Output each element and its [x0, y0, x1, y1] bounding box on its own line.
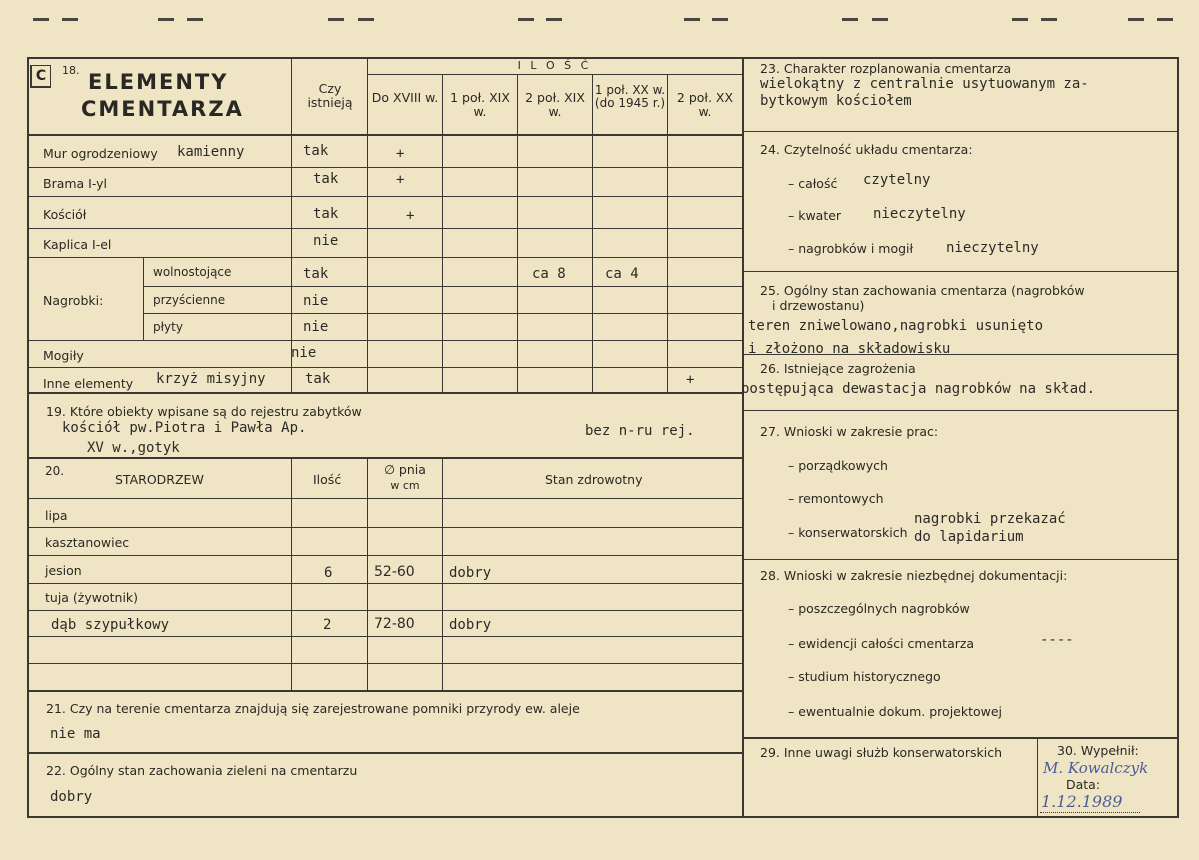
sec27-value-line2: do lapidarium — [914, 529, 1024, 545]
sec29-label: 29. Inne uwagi służb konserwatorskich — [760, 745, 1002, 760]
sec22-label: 22. Ogólny stan zachowania zieleni na cmentarzu — [46, 763, 358, 778]
sec24-value: nieczytelny — [873, 206, 966, 222]
col-pnia-unit: w cm — [390, 479, 420, 492]
sec19-label: 19. Które obiekty wpisane są do rejestru zabytków — [46, 404, 362, 419]
row-extra: kamienny — [177, 144, 245, 160]
period-header: 2 poł. XX w. — [676, 90, 734, 119]
sec18-number: 18. — [62, 64, 80, 77]
tree-stan: dobry — [449, 565, 492, 581]
sec18-title-line2: CMENTARZA — [81, 97, 244, 121]
row-label: Mogiły — [43, 348, 84, 363]
top-mark — [358, 18, 374, 21]
top-mark — [842, 18, 858, 21]
ilosc-header: I L O Ś Ć — [517, 59, 592, 72]
sec28-item: – ewidencji całości cmentarza — [788, 636, 975, 651]
sec20-title: STARODRZEW — [115, 472, 204, 487]
row-extra: krzyż misyjny — [156, 371, 266, 387]
sec25-label: 25. Ogólny stan zachowania cmentarza (nagrobków — [760, 283, 1085, 298]
row-label: Mur ogrodzeniowy — [43, 146, 158, 161]
row-label: przyścienne — [153, 293, 226, 307]
czy-value: nie — [313, 233, 339, 249]
sec25-line1: teren zniwelowano,nagrobki usunięto — [748, 318, 1044, 334]
period-header: Do XVIII w. — [371, 90, 439, 105]
period-value: + — [406, 208, 415, 224]
czy-value: nie — [303, 319, 329, 335]
row-label: Kaplica I-el — [43, 237, 112, 252]
top-mark — [328, 18, 344, 21]
tree-name: kasztanowiec — [45, 535, 130, 550]
sec27-item: – konserwatorskich — [788, 525, 908, 540]
top-mark — [684, 18, 700, 21]
top-mark — [1041, 18, 1057, 21]
czy-value: tak — [303, 143, 329, 159]
sec22-value: dobry — [50, 789, 93, 805]
tree-name: lipa — [45, 508, 68, 523]
top-mark — [712, 18, 728, 21]
sec28-label: 28. Wnioski w zakresie niezbędnej dokumentacji: — [760, 568, 1068, 583]
sec26-label: 26. Istniejące zagrożenia — [760, 361, 916, 376]
sec28-value: ---- — [1040, 632, 1074, 648]
date-value: 1.12.1989 — [1041, 792, 1123, 811]
date-dotted-line — [1040, 812, 1140, 813]
sec27-label: 27. Wnioski w zakresie prac: — [760, 424, 939, 439]
sec24-item: – kwater — [788, 208, 842, 223]
sec23-label: 23. Charakter rozplanowania cmentarza — [760, 61, 1012, 76]
row-label: Kościół — [43, 207, 87, 222]
row-label: płyty — [153, 320, 183, 334]
sec24-label: 24. Czytelność układu cmentarza: — [760, 142, 973, 157]
top-mark — [158, 18, 174, 21]
top-mark — [1012, 18, 1028, 21]
sec20-number: 20. — [45, 464, 65, 478]
row-label: Inne elementy — [43, 376, 134, 391]
sec19-line1: kościół pw.Piotra i Pawła Ap. — [62, 420, 307, 436]
top-mark — [546, 18, 562, 21]
czy-value: tak — [313, 171, 339, 187]
sec24-value: nieczytelny — [946, 240, 1039, 256]
sec28-item: – ewentualnie dokum. projektowej — [788, 704, 1003, 719]
row-label: Brama I-yl — [43, 176, 108, 191]
signature: M. Kowalczyk — [1043, 759, 1149, 777]
sec25-label-cont: i drzewostanu) — [772, 298, 865, 313]
sec25-line2: i złożono na składowisku — [748, 341, 951, 357]
top-mark — [518, 18, 534, 21]
col-ilosc: Ilość — [313, 472, 342, 487]
period-value: ca 8 — [532, 266, 566, 282]
tree-name: jesion — [45, 563, 82, 578]
sec24-item: – nagrobków i mogił — [788, 241, 914, 256]
period-header: 1 poł. XX w. (do 1945 r.) — [594, 83, 666, 110]
tree-pien: 72-80 — [374, 616, 415, 632]
sec24-value: czytelny — [863, 172, 931, 188]
sec28-item: – studium historycznego — [788, 669, 941, 684]
czy-value: nie — [291, 345, 317, 361]
top-mark — [62, 18, 78, 21]
tree-stan: dobry — [449, 617, 492, 633]
top-mark — [1157, 18, 1173, 21]
tree-name: tuja (żywotnik) — [45, 590, 139, 605]
sec23-line1: wielokątny z centralnie usytuowanym za- — [760, 76, 1089, 92]
czy-value: tak — [303, 266, 329, 282]
period-value: + — [686, 372, 695, 388]
czy-value: nie — [303, 293, 329, 309]
row-label: wolnostojące — [153, 265, 232, 279]
top-mark — [872, 18, 888, 21]
sec27-item: – porządkowych — [788, 458, 888, 473]
tree-name: dąb szypułkowy — [51, 617, 170, 633]
sec30-label: 30. Wypełnił: — [1057, 743, 1139, 758]
sec19-line2: XV w.,gotyk — [87, 440, 180, 456]
top-mark — [1128, 18, 1144, 21]
col-stan: Stan zdrowotny — [545, 472, 643, 487]
sec27-item: – remontowych — [788, 491, 884, 506]
sec24-item: – całość — [788, 176, 838, 191]
col-pnia: ∅ pnia — [384, 462, 426, 477]
czy-value: tak — [305, 371, 331, 387]
period-value: ca 4 — [605, 266, 639, 282]
czy-value: tak — [313, 206, 339, 222]
sec21-value: nie ma — [50, 726, 101, 742]
sec28-item: – poszczególnych nagrobków — [788, 601, 970, 616]
period-header: 2 poł. XIX w. — [525, 90, 585, 119]
tree-ilosc: 6 — [324, 565, 333, 581]
sec27-value-line1: nagrobki przekazać — [914, 511, 1066, 527]
sec21-label: 21. Czy na terenie cmentarza znajdują się zarejestrowane pomniki przyrody ew. aleje — [46, 701, 580, 716]
sec26-value: postępująca dewastacja nagrobków na skład. — [741, 381, 1096, 397]
period-header: 1 poł. XIX w. — [450, 90, 510, 119]
sec23-line2: bytkowym kościołem — [760, 93, 912, 109]
tree-pien: 52-60 — [374, 564, 415, 580]
period-value: + — [396, 172, 405, 188]
top-mark — [33, 18, 49, 21]
top-mark — [187, 18, 203, 21]
nagrobki-label: Nagrobki: — [43, 293, 104, 308]
czy-istnieja-header: Czy istnieją — [307, 81, 353, 110]
sec18-title-line1: ELEMENTY — [88, 70, 229, 94]
date-label: Data: — [1066, 777, 1101, 792]
period-value: + — [396, 146, 405, 162]
section-code: C — [35, 68, 47, 84]
sec19-reg: bez n-ru rej. — [585, 423, 695, 439]
tree-ilosc: 2 — [323, 617, 332, 633]
section-code-box — [30, 65, 51, 88]
